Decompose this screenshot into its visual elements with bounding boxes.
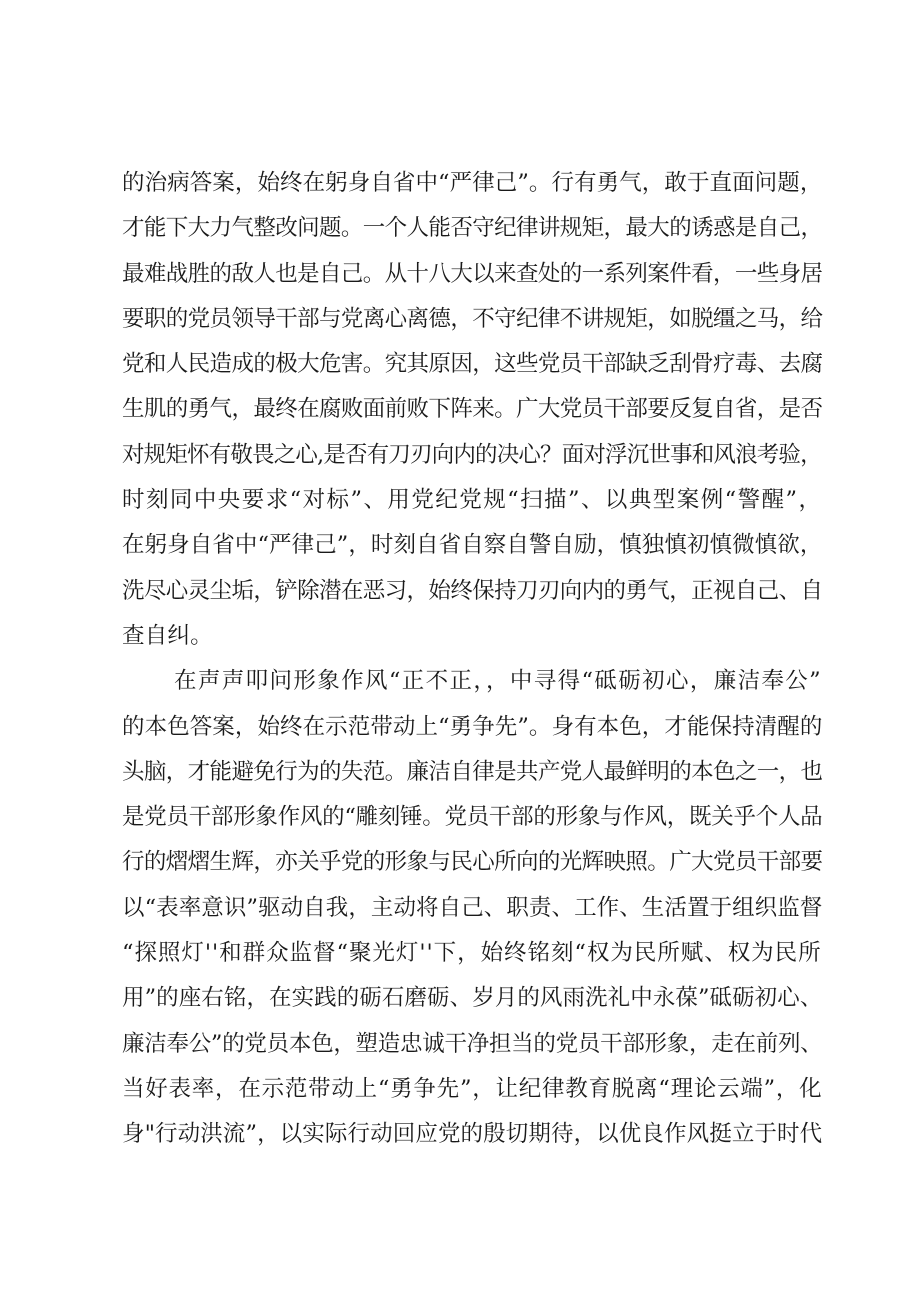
- text-line: 要职的党员领导干部与党离心离德，不守纪律不讲规矩，如脱缰之马，给: [122, 305, 823, 332]
- text-line: 在声声叩问形象作风“正不正，，中寻得“砥砺初心，廉洁奉公”: [174, 668, 823, 695]
- text-line: “探照灯''和群众监督“聚光灯''下，始终铭刻“权为民所赋、权为民所: [122, 940, 822, 967]
- text-line: 廉洁奉公”的党员本色，塑造忠诚干净担当的党员干部形象，走在前列、: [122, 1030, 823, 1057]
- text-line: 当好表率，在示范带动上“勇争先”，让纪律教育脱离“理论云端”，化: [122, 1075, 823, 1102]
- text-line: 洗尽心灵尘垢，铲除潜在恶习，始终保持刀刃向内的勇气，正视自己、自: [122, 577, 823, 604]
- text-line: 时刻同中央要求“对标”、用党纪党规“扫描”、以典型案例“警醒”，: [122, 487, 823, 514]
- text-line: 的本色答案，始终在示范带动上“勇争先”。身有本色，才能保持清醒的: [122, 713, 823, 740]
- text-line: 党和人民造成的极大危害。究其原因，这些党员干部缺乏刮骨疗毒、去腐: [122, 351, 823, 378]
- paragraph: [122, 161, 822, 659]
- text-line: 是党员干部形象作风的“雕刻锤。党员干部的形象与作风，既关乎个人品: [122, 804, 823, 831]
- text-line: 以“表率意识”驱动自我，主动将自己、职责、工作、生活置于组织监督: [122, 894, 823, 921]
- paragraph: [122, 659, 822, 1157]
- text-line: 行的熠熠生辉，亦关乎党的形象与民心所向的光辉映照。广大党员干部要: [122, 849, 823, 876]
- text-line: 身"行动洪流”，以实际行动回应党的殷切期待，以优良作风挺立于时代: [122, 1121, 823, 1148]
- text-line: 的治病答案，始终在躬身自省中“严律己”。行有勇气，敢于直面问题，: [122, 170, 823, 196]
- text-line: 才能下大力气整改问题。一个人能否守纪律讲规矩，最大的诱惑是自己，: [122, 215, 823, 242]
- text-line: 对规矩怀有敬畏之心,是否有刀刃向内的决心？面对浮沉世事和风浪考验，: [122, 441, 822, 468]
- text-line: 用”的座右铭，在实践的砺石磨砺、岁月的风雨洗礼中永葆”砥砺初心、: [122, 985, 823, 1012]
- text-line: 生肌的勇气，最终在腐败面前败下阵来。广大党员干部要反复自省，是否: [122, 396, 823, 423]
- text-line: 在躬身自省中“严律己”，时刻自省自察自警自励，慎独慎初慎微慎欲，: [122, 532, 823, 559]
- text-line: 头脑，才能避免行为的失范。廉洁自律是共产党人最鲜明的本色之一，也: [122, 758, 823, 785]
- document-body: [122, 161, 822, 1158]
- text-line: 最难战胜的敌人也是自己。从十八大以来查处的一系列案件看，一些身居: [122, 260, 823, 287]
- text-line: 查自纠。: [122, 622, 213, 649]
